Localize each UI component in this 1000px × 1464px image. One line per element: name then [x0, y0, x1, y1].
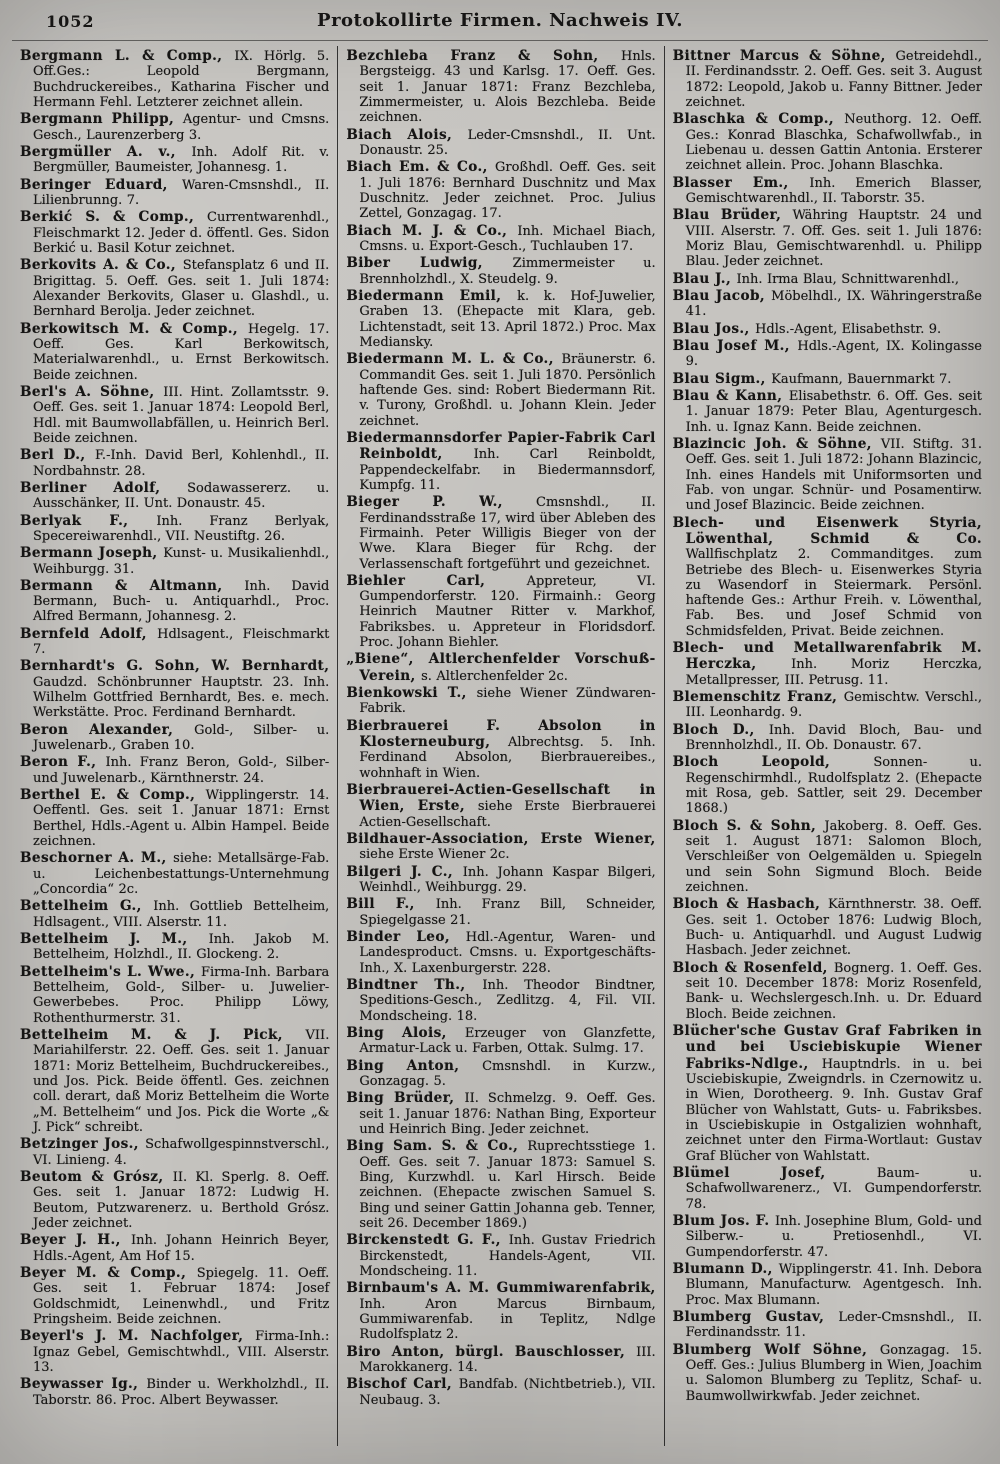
- directory-entry: [673, 1213, 982, 1260]
- directory-entry: [346, 430, 655, 493]
- header-divider: [12, 40, 988, 41]
- entry-text: Inh. Aron Marcus Birnbaum, Gummiwarenfab. in Teplitz, Ndlge Rudolfsplatz 2.: [359, 1296, 656, 1343]
- firm-name: Bilgeri J. C.,: [346, 863, 463, 880]
- page-header: [0, 8, 1000, 38]
- firm-name: Bloch D.,: [672, 721, 769, 738]
- firm-name: Blasser Em.,: [672, 174, 810, 191]
- firm-name: Biach Em. & Co.,: [346, 159, 495, 176]
- firm-name: Bloch S. & Sohn,: [672, 817, 825, 834]
- firm-name: Berl D.,: [20, 447, 95, 464]
- entry-text: Waren-Cmsnshdl., II. Lilienbrunng. 7.: [33, 177, 330, 208]
- firm-name: Bergmann Philipp,: [20, 111, 183, 128]
- entry-text: II. Schmelzg. 9. Oeff. Ges. seit 1. Januar 1876: Nathan Bing, Exporteur und Heinrich Bing. Jeder zeichnet.: [359, 1091, 656, 1137]
- firm-name: Beyerl's J. M. Nachfolger,: [20, 1328, 256, 1345]
- firm-name: Beschorner A. M.,: [20, 850, 174, 867]
- entry-text: Neuthorg. 12. Oeff. Ges.: Konrad Blaschka, Schafwollwfab., in Liebenau u. dessen Gattin Antonia. Ersterer zeichnet allein. Proc. Johann Blaschka.: [685, 112, 982, 174]
- directory-entry: [20, 384, 329, 446]
- directory-entry: [346, 494, 655, 572]
- firm-name: Biedermann Emil,: [346, 287, 518, 304]
- directory-entry: [346, 718, 655, 781]
- directory-entry: [346, 48, 655, 126]
- firm-name: Biedermannsdorfer Papier-Fabrik Carl Reinboldt,: [346, 429, 656, 463]
- firm-name: Berliner Adolf,: [20, 479, 188, 496]
- directory-entry: [20, 1328, 329, 1375]
- firm-name: Bierbrauerei F. Absolon in Klosterneuburg,: [346, 717, 656, 751]
- firm-name: Bildhauer-Association, Erste Wiener,: [346, 831, 656, 848]
- directory-entry: [20, 545, 329, 577]
- directory-entry: [346, 651, 655, 684]
- firm-name: Bing Anton,: [346, 1057, 483, 1074]
- entry-text: Bräunerstr. 6. Commandit Ges. seit 1. Juli 1870. Persönlich haftende Ges. sind: Robert Biedermann Rit. v. Turony, Großhdl. u. Johann Klein. Jeder zeichnet.: [359, 352, 656, 429]
- entry-text: Inh. David Bloch, Bau- und Brennholzhdl., II. Ob. Donaustr. 67.: [685, 722, 982, 754]
- directory-entry: [673, 388, 982, 435]
- directory-entry: [20, 1136, 329, 1168]
- firm-name: Bettelheim M. & J. Pick,: [20, 1027, 306, 1044]
- directory-entry: [673, 338, 982, 370]
- firm-name: Berl's A. Söhne,: [20, 383, 164, 400]
- firm-name: Bierbrauerei-Actien-Gesellschaft in Wien, Erste,: [346, 782, 656, 815]
- directory-entry: [20, 964, 329, 1026]
- entry-text: Hdls.-Agent, Elisabethstr. 9.: [755, 321, 942, 337]
- directory-entry: [673, 321, 982, 337]
- firm-name: Blum Jos. F.: [672, 1212, 775, 1229]
- firm-name: Bergmüller A. v.,: [20, 143, 192, 160]
- directory-entry: [346, 1090, 655, 1137]
- directory-entry: [20, 447, 329, 479]
- entry-text: Kärnthnerstr. 38. Oeff. Ges. seit 1. October 1876: Ludwig Bloch, Buch- u. Antiquarhdl. und August Ludwig Hasbach. Jeder zeichnet.: [685, 897, 982, 959]
- directory-entry: [346, 685, 655, 717]
- entry-text: Leder-Cmsnshdl., II. Unt. Donaustr. 25.: [359, 127, 656, 158]
- firm-name: Birckenstedt G. F.,: [346, 1232, 509, 1249]
- entry-text: Currentwarenhdl., Fleischmarkt 12. Jeder d. öffentl. Ges. Sidon Berkić u. Basil Kotur zeichnet.: [33, 210, 330, 256]
- entry-text: Kaufmann, Bauernmarkt 7.: [771, 371, 952, 387]
- firm-name: Biedermann M. L. & Co.,: [346, 351, 562, 368]
- firm-name: Betzinger Jos.,: [20, 1136, 146, 1153]
- firm-name: Beyer J. H.,: [20, 1232, 131, 1249]
- entry-text: III. Hint. Zollamtsstr. 9. Oeff. Ges. seit 1. Januar 1874: Leopold Berl, Hdl. mit Baumwollabfällen, u. Heinrich Berl. Beide zeichnen.: [33, 384, 330, 446]
- entry-text: Jakoberg. 8. Oeff. Ges. seit 1. August 1871: Salomon Bloch, Verschleißer von Oelgemälden u. Spiegeln und sein Sohn Sigmund Bloch. Beide zeichnen.: [685, 818, 982, 896]
- directory-entry: [673, 896, 982, 958]
- firm-name: Bettelheim's L. Wwe.,: [20, 963, 201, 980]
- directory-entry: [346, 864, 655, 896]
- directory-entry: [673, 1023, 982, 1164]
- directory-entry: [20, 754, 329, 786]
- entry-text: Stefansplatz 6 und II. Brigittag. 5. Oeff. Ges. seit 1. Juli 1874: Alexander Berkovits, Glaser u. Glashdl., u. Bernhard Berolja. Jeder zeichnet.: [33, 258, 330, 320]
- entry-text: Gold-, Silber- u. Juwelenarb., Graben 10.: [33, 722, 330, 754]
- entry-text: Inh. Johann Kaspar Bilgeri, Weinhdl., Weihburgg. 29.: [359, 864, 656, 896]
- entry-text: Inh. David Bermann, Buch- u. Antiquarhdl., Proc. Alfred Bermann, Johannesg. 2.: [33, 578, 330, 625]
- firm-name: Bischof Carl,: [346, 1376, 459, 1393]
- entry-text: Binder u. Werkholzhdl., II. Taborstr. 86. Proc. Albert Beywasser.: [33, 1377, 330, 1408]
- firm-name: Bermann & Altmann,: [20, 577, 245, 594]
- directory-entry: [673, 818, 982, 896]
- entry-text: VII. Stiftg. 31. Oeff. Ges. seit 1. Juli 1872: Johann Blazincic, Inh. eines Handels mit Uniformsorten und Fab. von ungar. Schnür- und Posamentirw. und Josef Blazincic. Beide zeichnen.: [685, 436, 982, 514]
- entry-text: Sonnen- u. Regenschirmhdl., Rudolfsplatz 2. (Ehepacte mit Rosa, geb. Sattler, seit 29. December 1868.): [685, 755, 982, 817]
- firm-name: Blau Brüder,: [672, 207, 793, 224]
- entry-text: siehe Erste Wiener 2c.: [359, 847, 510, 863]
- firm-name: Blau Sigm.,: [672, 370, 772, 387]
- firm-name: Bettelheim G.,: [20, 898, 154, 915]
- directory-entry: [346, 782, 655, 830]
- entry-text: Wallfischplatz 2. Commanditges. zum Betriebe des Blech- u. Eisenwerkes Styria zu Wasendorf in Steiermark. Persönl. haftende Ges.: Arthur Freih. v. Löwenthal, Fab. Bes. und Josef Schmid von Schmidsfelden, Privat. Beide zeichnen.: [685, 547, 982, 639]
- entry-text: Wipplingerstr. 14. Oeffentl. Ges. seit 1. Januar 1871: Ernst Berthel, Hdls.-Agent u. Albin Hampel. Beide zeichnen.: [33, 788, 330, 850]
- firm-name: Beron Alexander,: [20, 721, 195, 738]
- entry-text: Zimmermeister u. Brennholzhdl., X. Steudelg. 9.: [359, 256, 656, 287]
- firm-name: Biro Anton, bürgl. Bauschlosser,: [346, 1343, 637, 1360]
- directory-entry: [673, 1165, 982, 1212]
- entry-text: Elisabethstr. 6. Off. Ges. seit 1. Januar 1879: Peter Blau, Agenturgesch. Inh. u. Ignaz Kann. Beide zeichnen.: [685, 388, 982, 435]
- directory-entry: [20, 898, 329, 930]
- firm-name: Blau J.,: [672, 270, 737, 287]
- directory-entry: [673, 436, 982, 514]
- entry-text: Inh. Gottlieb Bettelheim, Hdlsagent., VIII. Alserstr. 11.: [33, 899, 330, 930]
- entry-text: Bognerg. 1. Oeff. Ges. seit 10. December 1878: Moriz Rosenfeld, Bank- u. Wechslergesch.Inh. u. Dr. Eduard Bloch. Beide zeichnen.: [685, 960, 982, 1022]
- directory-entry: [346, 1138, 655, 1231]
- entry-text: Inh. Gustav Friedrich Birckenstedt, Handels-Agent, VII. Mondscheing. 11.: [359, 1233, 656, 1279]
- firm-name: Bing Alois,: [346, 1025, 465, 1042]
- firm-name: Blau Jacob,: [672, 287, 772, 304]
- entry-text: Möbelhdl., IX. Währingerstraße 41.: [685, 288, 982, 320]
- directory-entry: [346, 127, 655, 159]
- entry-text: III. Marokkanerg. 14.: [359, 1344, 656, 1375]
- firm-name: Bergmann L. & Comp.,: [20, 48, 235, 64]
- firm-name: Bernhardt's G. Sohn, W. Bernhardt,: [20, 658, 330, 675]
- entry-text: Kunst- u. Musikalienhdl., Weihburgg. 31.: [33, 546, 330, 577]
- firm-name: Beutom & Grósz,: [20, 1168, 173, 1185]
- firm-name: Bing Brüder,: [346, 1090, 465, 1107]
- firm-name: Biber Ludwig,: [346, 255, 513, 272]
- entry-text: Inh. Irma Blau, Schnittwarenhdl.,: [736, 271, 960, 287]
- firm-name: Blech- und Metallwarenfabrik M. Herczka,: [672, 640, 982, 673]
- directory-entry: [346, 351, 655, 429]
- firm-name: Blumberg Wolf Söhne,: [672, 1341, 880, 1358]
- directory-entry: [20, 1027, 329, 1135]
- directory-entry: [20, 1265, 329, 1327]
- entry-text: Währing Hauptstr. 24 und VIII. Alserstr. 7. Off. Ges. seit 1. Juli 1876: Moriz Blau, Gemischtwarenhdl. u. Philipp Blau. Jeder zeichnet.: [685, 208, 982, 270]
- directory-entry: [346, 1025, 655, 1057]
- firm-name: Berkovits A. & Co.,: [20, 257, 183, 274]
- entry-text: Agentur- und Cmsns. Gesch., Laurenzerberg 3.: [33, 112, 330, 143]
- firm-name: Beyer M. & Comp.,: [20, 1264, 197, 1281]
- entry-text: Spiegelg. 11. Oeff. Ges. seit 1. Februar 1874: Josef Goldschmidt, Leinenwhdl., und Fritz Pringsheim. Beide zeichnen.: [33, 1265, 330, 1327]
- entry-text: Sodawassererz. u. Ausschänker, II. Unt. Donaustr. 45.: [33, 480, 330, 512]
- firm-name: Bermann Joseph,: [20, 545, 164, 562]
- firm-name: Blaschka & Comp.,: [672, 111, 845, 128]
- directory-column-3: [664, 46, 990, 1446]
- entry-text: VII. Mariahilferstr. 22. Oeff. Ges. seit 1. Januar 1871: Moriz Bettelheim, Buchdruckereibes., und Jos. Pick. Beide öffentl. Ges. zeichnen coll. derart, daß Moriz Bettelheim die Worte „M. Bettelheim“ und Jos. Pick die Worte „& J. Pick“ schreibt.: [33, 1028, 330, 1135]
- directory-entry: [673, 271, 982, 287]
- entry-text: F.-Inh. David Berl, Kohlenhdl., II. Nordbahnstr. 28.: [33, 448, 330, 479]
- directory-entry: [20, 931, 329, 963]
- entry-text: Cmsnshdl., II. Ferdinandsstraße 17, wird über Ableben des Firmainh. Peter Willigis Bieger von der Wwe. Klara Bieger für Rchg. der Verlassenschaft fortgeführt und gezeichnet.: [359, 495, 656, 572]
- entry-text: Hnls. Bergsteigg. 43 und Karlsg. 17. Oeff. Ges. seit 1. Januar 1871: Franz Bezchleba, Zimmermeister, u. Alois Bezchleba. Beide zeichnen.: [359, 49, 656, 126]
- directory-entry: [20, 1376, 329, 1408]
- directory-entry: [673, 960, 982, 1022]
- directory-entry: [20, 1232, 329, 1264]
- entry-text: Inh. Moriz Herczka, Metallpresser, III. Petrusg. 11.: [685, 657, 982, 688]
- firm-name: Bing Sam. S. & Co.,: [346, 1138, 528, 1155]
- directory-column-2: [337, 46, 663, 1446]
- firm-name: Berkowitsch M. & Comp.,: [20, 320, 248, 337]
- directory-entry: [346, 255, 655, 287]
- firm-name: Blumberg Gustav,: [672, 1308, 839, 1325]
- entry-text: Bandfab. (Nichtbetrieb.), VII. Neubaug. 3.: [359, 1377, 656, 1408]
- directory-entry: [20, 1169, 329, 1231]
- directory-entry: [346, 288, 655, 350]
- directory-entry: [20, 513, 329, 545]
- entry-text: Albrechtsg. 5. Inh. Ferdinand Absolon, Bierbrauereibes., wohnhaft in Wien.: [359, 735, 656, 781]
- firm-name: Bienkowski T.,: [346, 685, 477, 702]
- firm-name: Biach Alois,: [346, 126, 468, 143]
- entry-text: Wipplingerstr. 41. Inh. Debora Blumann, Manufacturw. Agentgesch. Inh. Proc. Max Blumann.: [685, 1261, 982, 1308]
- firm-name: Blech- und Eisenwerk Styria, Löwenthal, Schmid & Co.: [672, 514, 982, 547]
- entry-text: siehe: Metallsärge-Fab. u. Leichenbestattungs-Unternehmung „Concordia“ 2c.: [33, 851, 330, 898]
- directory-column-1: [12, 46, 337, 1446]
- directory-entry: [20, 144, 329, 176]
- entry-text: Hdl.-Agentur, Waren- und Landesproduct. Cmsns. u. Exportgeschäfts-Inh., X. Laxenburgerstr. 228.: [359, 930, 656, 976]
- entry-text: Firma-Inh. Barbara Bettelheim, Gold-, Silber- u. Juwelier-Gewerbebes. Proc. Philipp Löwy, Rothenthurmerstr. 31.: [33, 964, 330, 1026]
- firm-name: Blümel Josef,: [672, 1164, 877, 1181]
- page-title: Protokollirte Firmen. Nachweis IV.: [317, 10, 683, 31]
- firm-name: Birnbaum's A. M. Gummiwarenfabrik,: [346, 1280, 656, 1297]
- directory-entry: [20, 321, 329, 383]
- entry-text: Inh. Franz Berlyak, Specereiwarenhdl., VII. Neustiftg. 26.: [33, 513, 330, 544]
- directory-entry: [20, 658, 329, 720]
- entry-text: s. Altlerchenfelder 2c.: [421, 668, 568, 684]
- firm-name: Bloch & Rosenfeld,: [672, 959, 834, 976]
- directory-entry: [346, 1376, 655, 1408]
- entry-text: Hauptndrls. in u. bei Usciebiskupie, Zweigndrls. in Czernowitz u. in Wien, Dorotheerg. 9. Inh. Gustav Graf Blücher von Wahlstatt, Guts- u. Fabriksbes. in Usciebiskupie in Ostgalizien wohnhaft, zeichnet unter den Firma-Wortlaut: Gustav Graf Blücher von Wahlstatt.: [685, 1056, 982, 1164]
- firm-name: Binder Leo,: [346, 929, 466, 946]
- entry-text: Gemischtw. Verschl., III. Leonhardg. 9.: [685, 690, 982, 721]
- entry-text: IX. Hörlg. 5. Off.Ges.: Leopold Bergmann, Buchdruckereibes., Katharina Fischer und Hermann Fehl. Letzterer zeichnet allein.: [33, 49, 330, 110]
- entry-text: Inh. Franz Beron, Gold-, Silber- und Juwelenarb., Kärnthnerstr. 24.: [33, 755, 330, 786]
- directory-entry: [346, 159, 655, 221]
- firm-name: Bernfeld Adolf,: [20, 625, 158, 642]
- entry-text: Inh. Theodor Bindtner, Speditions-Gesch., Zedlitzg. 4, Fil. VII. Mondscheing. 18.: [359, 978, 656, 1024]
- entry-text: Hdlsagent., Fleischmarkt 7.: [33, 626, 330, 658]
- entry-text: siehe Erste Bierbrauerei Actien-Gesellschaft.: [359, 799, 656, 830]
- directory-entry: [20, 626, 329, 658]
- firm-name: Bettelheim J. M.,: [20, 931, 209, 948]
- entry-text: Inh. Emerich Blasser, Gemischtwarenhdl., II. Taborstr. 35.: [685, 175, 982, 206]
- directory-entry: [673, 754, 982, 816]
- directory-entry: [346, 896, 655, 928]
- directory-entry: [20, 177, 329, 209]
- entry-text: k. k. Hof-Juwelier, Graben 13. (Ehepacte mit Klara, geb. Lichtenstadt, seit 13. April 1872.) Proc. Max Mediansky.: [359, 288, 656, 350]
- directory-entry: [673, 1342, 982, 1404]
- directory-entry: [20, 787, 329, 849]
- entry-text: Gonzagag. 15. Oeff. Ges.: Julius Blumberg in Wien, Joachim u. Salomon Blumberg zu Teplitz, Schaf- u. Baumwollwirkwfab. Jeder zeichnet.: [685, 1342, 982, 1404]
- directory-entry: [346, 573, 655, 651]
- entry-text: Inh. Franz Bill, Schneider, Spiegelgasse 21.: [359, 897, 656, 928]
- entry-text: Inh. Johann Heinrich Beyer, Hdls.-Agent, Am Hof 15.: [33, 1233, 330, 1264]
- entry-text: Cmsnshdl. in Kurzw., Gonzagag. 5.: [359, 1058, 656, 1089]
- directory-entry: [346, 1058, 655, 1090]
- firm-name: Blemenschitz Franz,: [672, 689, 844, 706]
- firm-name: Biach M. J. & Co.,: [346, 222, 518, 239]
- directory-entry: [20, 578, 329, 625]
- entry-text: Inh. Adolf Rit. v. Bergmüller, Baumeister, Johannesg. 1.: [33, 144, 330, 176]
- directory-columns: [12, 46, 990, 1446]
- directory-entry: [673, 1261, 982, 1308]
- firm-name: Blücher'sche Gustav Graf Fabriken in und bei Usciebiskupie Wiener Fabriks-Ndlge.,: [672, 1023, 982, 1072]
- firm-name: Bindtner Th.,: [346, 977, 483, 994]
- entry-text: Leder-Cmsnshdl., II. Ferdinandsstr. 11.: [685, 1309, 982, 1341]
- entry-text: Inh. Michael Biach, Cmsns. u. Export-Gesch., Tuchlauben 17.: [359, 223, 656, 254]
- entry-text: Getreidehdl., II. Ferdinandsstr. 2. Oeff. Ges. seit 3. August 1872: Leopold, Jakob u. Fanny Bittner. Jeder zeichnet.: [685, 49, 982, 110]
- directory-entry: [673, 175, 982, 207]
- firm-name: Berlyak F.,: [20, 512, 157, 529]
- entry-text: Großhdl. Oeff. Ges. seit 1. Juli 1876: Bernhard Duschnitz und Max Duschnitz. Jeder zeichnet. Proc. Julius Zettel, Gonzagag. 17.: [359, 160, 656, 222]
- directory-entry: [673, 722, 982, 754]
- firm-name: Bieger P. W.,: [346, 494, 537, 511]
- entry-text: Ruprechtsstiege 1. Oeff. Ges. seit 7. Januar 1873: Samuel S. Bing, Kurzwhdl. u. Karl Hirsch. Beide zeichnen. (Ehepacte zwischen Samuel S. Bing und seiner Gattin Johanna geb. Tenner, seit 26. December 1869.): [359, 1139, 656, 1231]
- directory-entry: [673, 640, 982, 688]
- directory-entry: [673, 288, 982, 320]
- directory-entry: [346, 1232, 655, 1279]
- directory-entry: [346, 977, 655, 1024]
- directory-entry: [673, 371, 982, 387]
- firm-name: Beywasser Ig.,: [20, 1376, 147, 1393]
- entry-text: Inh. Carl Reinboldt, Pappendeckelfabr. in Biedermannsdorf, Kumpfg. 11.: [359, 447, 656, 493]
- firm-name: Blau Jos.,: [672, 320, 756, 337]
- firm-name: Berkić S. & Comp.,: [20, 209, 207, 226]
- directory-entry: [673, 689, 982, 721]
- directory-entry: [346, 831, 655, 863]
- firm-name: Bloch & Hasbach,: [672, 896, 828, 913]
- entry-text: Firma-Inh.: Ignaz Gebel, Gemischtwhdl., VIII. Alserstr. 13.: [33, 1329, 330, 1375]
- firm-name: Blumann D.,: [672, 1260, 779, 1277]
- directory-entry: [673, 515, 982, 640]
- directory-entry: [20, 850, 329, 897]
- entry-text: Baum- u. Schafwollwarenerz., VI. Gumpendorferstr. 78.: [685, 1165, 982, 1212]
- directory-entry: [20, 722, 329, 754]
- firm-name: Beringer Eduard,: [20, 176, 182, 193]
- page-number: 1052: [46, 12, 95, 31]
- directory-entry: [20, 209, 329, 256]
- firm-name: Bezchleba Franz & Sohn,: [346, 48, 621, 64]
- entry-text: Hegelg. 17. Oeff. Ges. Karl Berkowitsch, Materialwarenhdl., u. Ernst Berkowitsch. Beide zeichnen.: [33, 321, 330, 383]
- firm-name: Blau Josef M.,: [672, 337, 798, 354]
- entry-text: Erzeuger von Glanzfette, Armatur-Lack u. Farben, Ottak. Sulmg. 17.: [359, 1026, 656, 1057]
- firm-name: Biehler Carl,: [346, 572, 527, 589]
- firm-name: Blau & Kann,: [672, 387, 789, 404]
- directory-entry: [673, 207, 982, 269]
- directory-entry: [20, 111, 329, 143]
- directory-entry: [673, 48, 982, 110]
- entry-text: Inh. Josephine Blum, Gold- und Silberw.- u. Pretiosenhdl., VI. Gumpendorferstr. 47.: [685, 1213, 982, 1260]
- directory-entry: [20, 257, 329, 319]
- directory-entry: [346, 929, 655, 976]
- directory-entry: [20, 48, 329, 110]
- entry-text: II. Kl. Sperlg. 8. Oeff. Ges. seit 1. Januar 1872: Ludwig H. Beutom, Putzwarenerz. u. Berthold Grósz. Jeder zeichnet.: [33, 1169, 330, 1231]
- directory-entry: [346, 1344, 655, 1376]
- firm-name: Bittner Marcus & Söhne,: [672, 48, 896, 64]
- directory-entry: [20, 480, 329, 512]
- firm-name: Beron F.,: [20, 754, 106, 771]
- entry-text: Schafwollgespinnstverschl., VI. Linieng. 4.: [33, 1137, 330, 1168]
- entry-text: siehe Wiener Zündwaren-Fabrik.: [359, 686, 656, 717]
- entry-text: Gaudzd. Schönbrunner Hauptstr. 23. Inh. Wilhelm Gottfried Bernhardt, Bes. e. mech. Werkstätte. Proc. Ferdinand Bernhardt.: [33, 674, 330, 721]
- entry-text: Inh. Jakob M. Bettelheim, Holzhdl., II. Glockeng. 2.: [33, 932, 330, 963]
- firm-name: Blazincic Joh. & Söhne,: [672, 435, 881, 452]
- entry-text: Hdls.-Agent, IX. Kolingasse 9.: [685, 338, 982, 370]
- entry-text: Appreteur, VI. Gumpendorferstr. 120. Firmainh.: Georg Heinrich Mautner Ritter v. Markhof, Fabriksbes. u. Appreteur in Floridsdorf. Proc. Johann Biehler.: [359, 573, 656, 651]
- directory-entry: [673, 111, 982, 173]
- directory-entry: [346, 1280, 655, 1342]
- directory-entry: [346, 223, 655, 255]
- firm-name: Berthel E. & Comp.,: [20, 787, 206, 804]
- directory-entry: [673, 1309, 982, 1341]
- firm-name: Bloch Leopold,: [672, 754, 874, 771]
- firm-name: „Biene“, Altlerchenfelder Vorschuß-Verein,: [346, 651, 656, 684]
- firm-name: Bill F.,: [346, 896, 436, 913]
